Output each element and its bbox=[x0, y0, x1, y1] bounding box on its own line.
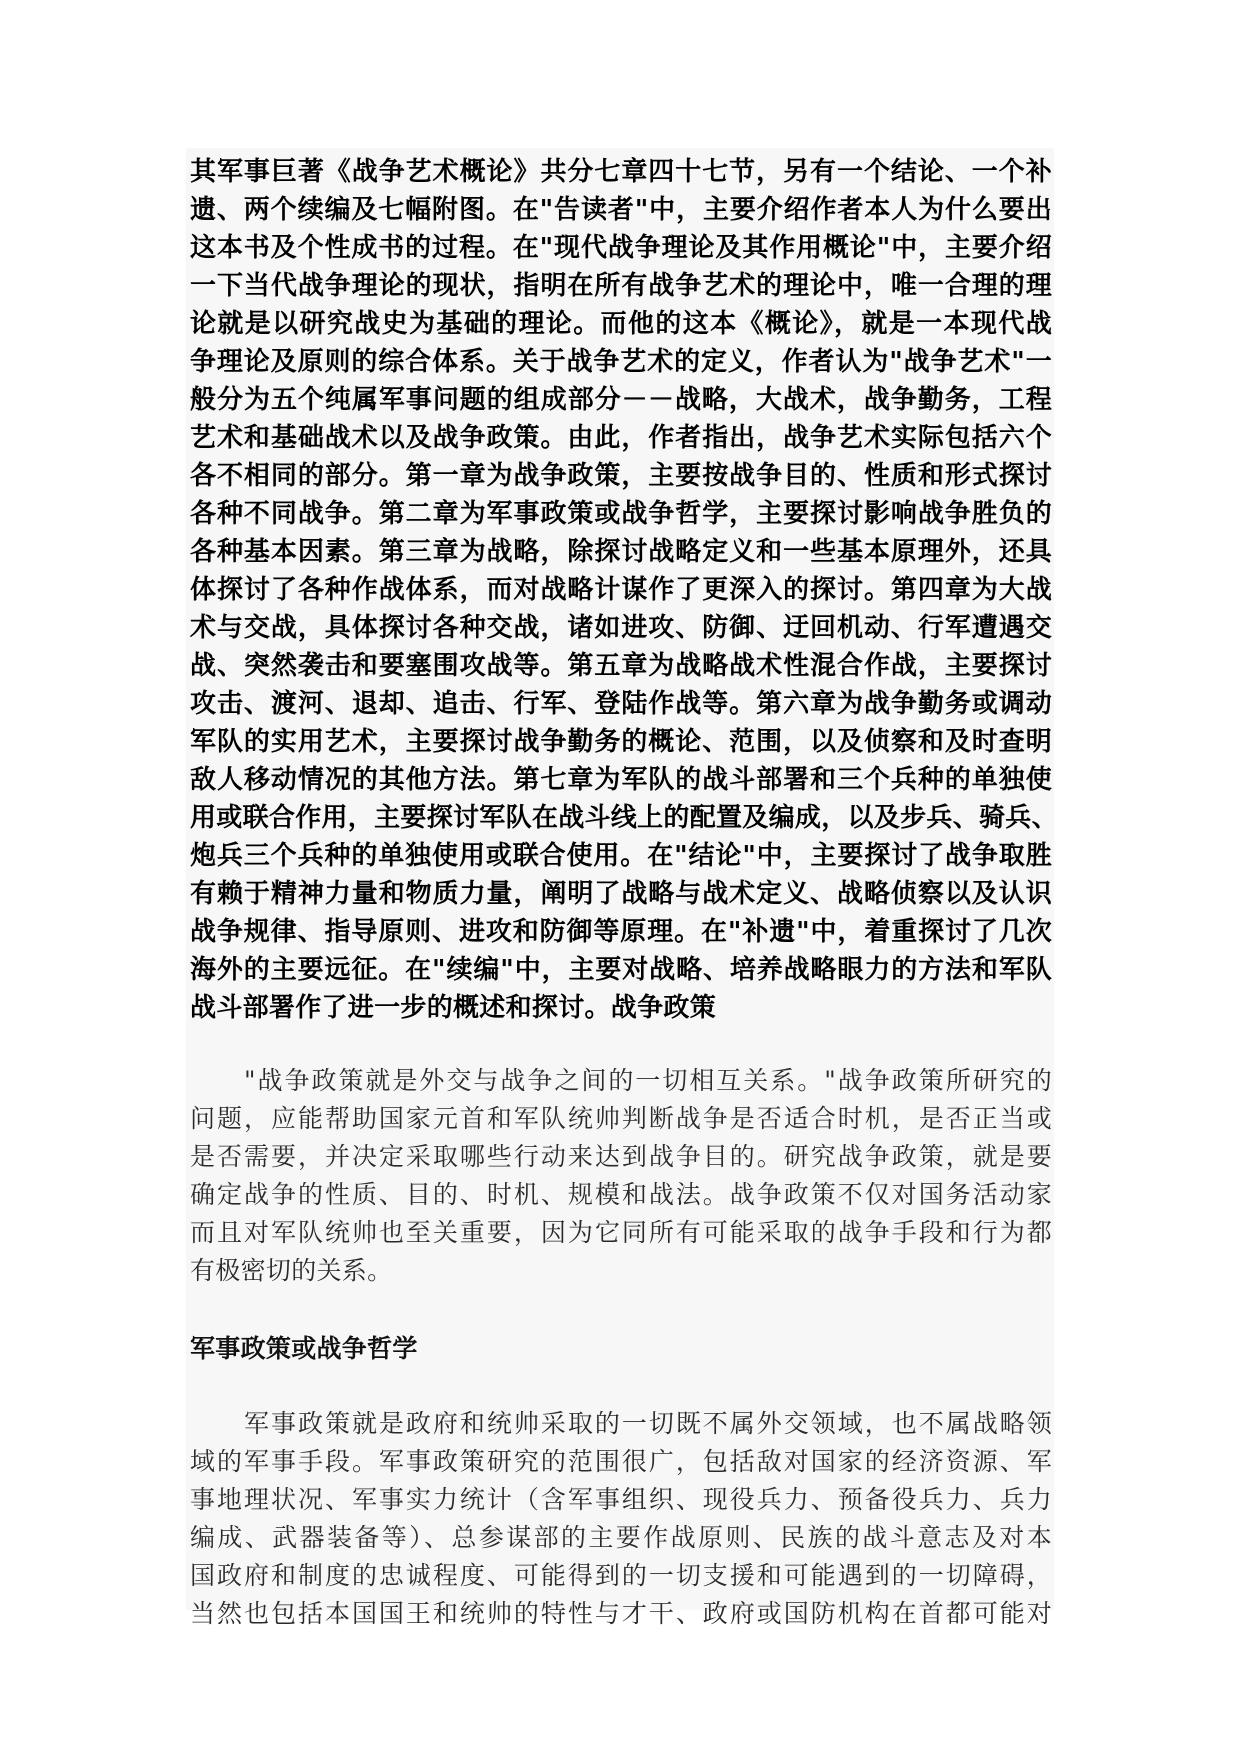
intro-line-23: 战斗部署作了进一步的概述和探讨。战争政策 bbox=[190, 993, 717, 1023]
war-policy-line-4: 确定战争的性质、目的、时机、规模和战法。战争政策不仅对国务活动家 bbox=[190, 1180, 1052, 1209]
intro-line-1: 其军事巨著《战争艺术概论》共分七章四十七节，另有一个结论、一个补 bbox=[190, 157, 1052, 187]
military-policy-line-1: 军事政策就是政府和统帅采取的一切既不属外交领域，也不属战略领 bbox=[190, 1409, 1052, 1438]
intro-line-19: 炮兵三个兵种的单独使用或联合使用。在"结论"中，主要探讨了战争取胜 bbox=[190, 841, 1052, 871]
intro-line-3: 这本书及个性成书的过程。在"现代战争理论及其作用概论"中，主要介绍 bbox=[190, 233, 1052, 263]
intro-line-18: 用或联合作用，主要探讨军队在战斗线上的配置及编成，以及步兵、骑兵、 bbox=[190, 803, 1058, 833]
intro-line-10: 各种不同战争。第二章为军事政策或战争哲学，主要探讨影响战争胜负的 bbox=[190, 499, 1052, 529]
military-policy-line-2: 域的军事手段。军事政策研究的范围很广，包括敌对国家的经济资源、军 bbox=[190, 1447, 1052, 1476]
section-heading-military-policy: 军事政策或战争哲学 bbox=[190, 1334, 418, 1363]
intro-line-11: 各种基本因素。第三章为战略，除探讨战略定义和一些基本原理外，还具 bbox=[190, 537, 1052, 567]
intro-line-12: 体探讨了各种作战体系，而对战略计谋作了更深入的探讨。第四章为大战 bbox=[190, 575, 1052, 605]
intro-line-9: 各不相同的部分。第一章为战争政策，主要按战争目的、性质和形式探讨 bbox=[190, 461, 1052, 491]
intro-line-8: 艺术和基础战术以及战争政策。由此，作者指出，战争艺术实际包括六个 bbox=[190, 423, 1052, 453]
war-policy-line-1: "战争政策就是外交与战争之间的一切相互关系。"战争政策所研究的 bbox=[190, 1066, 1052, 1095]
military-policy-line-5: 国政府和制度的忠诚程度、可能得到的一切支援和可能遇到的一切障碍， bbox=[190, 1561, 1052, 1590]
intro-line-14: 战、突然袭击和要塞围攻战等。第五章为战略战术性混合作战，主要探讨 bbox=[190, 651, 1052, 681]
intro-line-16: 军队的实用艺术，主要探讨战争勤务的概论、范围，以及侦察和及时查明 bbox=[190, 727, 1052, 757]
intro-line-13: 术与交战，具体探讨各种交战，诸如进攻、防御、迂回机动、行军遭遇交 bbox=[190, 613, 1052, 643]
military-policy-line-3: 事地理状况、军事实力统计（含军事组织、现役兵力、预备役兵力、兵力 bbox=[190, 1485, 1052, 1514]
intro-line-20: 有赖于精神力量和物质力量，阐明了战略与战术定义、战略侦察以及认识 bbox=[190, 879, 1052, 909]
war-policy-line-5: 而且对军队统帅也至关重要，因为它同所有可能采取的战争手段和行为都 bbox=[190, 1218, 1052, 1247]
war-policy-line-2: 问题，应能帮助国家元首和军队统帅判断战争是否适合时机，是否正当或 bbox=[190, 1104, 1052, 1133]
military-policy-line-4: 编成、武器装备等）、总参谋部的主要作战原则、民族的战斗意志及对本 bbox=[190, 1523, 1052, 1552]
intro-line-7: 般分为五个纯属军事问题的组成部分－－战略，大战术，战争勤务，工程 bbox=[190, 385, 1052, 415]
intro-line-15: 攻击、渡河、退却、追击、行军、登陆作战等。第六章为战争勤务或调动 bbox=[190, 689, 1052, 719]
war-policy-line-6: 有极密切的关系。 bbox=[190, 1256, 393, 1285]
intro-line-21: 战争规律、指导原则、进攻和防御等原理。在"补遗"中，着重探讨了几次 bbox=[190, 917, 1052, 947]
war-policy-line-3: 是否需要，并决定采取哪些行动来达到战争目的。研究战争政策，就是要 bbox=[190, 1142, 1052, 1171]
intro-line-6: 争理论及原则的综合体系。关于战争艺术的定义，作者认为"战争艺术"一 bbox=[190, 347, 1052, 377]
intro-line-4: 一下当代战争理论的现状，指明在所有战争艺术的理论中，唯一合理的理 bbox=[190, 271, 1052, 301]
intro-line-17: 敌人移动情况的其他方法。第七章为军队的战斗部署和三个兵种的单独使 bbox=[190, 765, 1052, 795]
intro-line-5: 论就是以研究战史为基础的理论。而他的这本《概论》，就是一本现代战 bbox=[190, 309, 1052, 339]
intro-line-22: 海外的主要远征。在"续编"中，主要对战略、培养战略眼力的方法和军队 bbox=[190, 955, 1052, 985]
intro-line-2: 遗、两个续编及七幅附图。在"告读者"中，主要介绍作者本人为什么要出 bbox=[190, 195, 1052, 225]
military-policy-line-6: 当然也包括本国国王和统帅的特性与才干、政府或国防机构在首都可能对 bbox=[190, 1599, 1052, 1628]
